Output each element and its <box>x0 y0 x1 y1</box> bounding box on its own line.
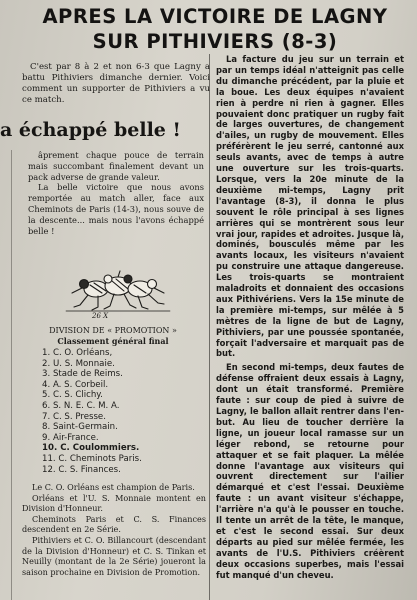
standings-rank: 8. <box>42 422 51 433</box>
column-rule-center <box>209 54 210 600</box>
intro-paragraph-2: La belle victoire que nous avons remportée au match aller, face aux Cheminots de Paris (14-3), nous souve de la descente... mais nous l'avons échappé belle ! <box>28 182 204 236</box>
standings-row <box>42 369 202 380</box>
standings-row <box>42 412 202 423</box>
standings-rank: 6. <box>42 400 51 411</box>
intro-text <box>28 150 204 236</box>
standings-header <box>38 325 188 347</box>
standings-row <box>42 454 202 465</box>
article-subhead: a échappé belle ! <box>0 119 181 141</box>
standings-row <box>42 380 202 391</box>
article-lede: C'est par 8 à 2 et non 6-3 que Lagny a battu Pithiviers dimanche dernier. Voici comment un supporter de Pithiviers a vu ce match. <box>22 62 210 105</box>
standings-row <box>42 422 202 433</box>
results-summary <box>22 482 206 577</box>
report-paragraph-2: En second mi-temps, deux fautes de défense offraient deux essais à Lagny, dont un était transformé. Première faute : sur coup de pied à suivre de Lagny, le ballon allait rentrer dans l'en-but. Au lieu de toucher derrière la ligne, un joueur local ramasse sur un léger rebond, se retourne pour attaquer et se fait plaquer. La mêlée donne l'avantage aux visiteurs qui ouvrent directement sur l'ailier démarqué et c'est l'essai. Deuxième faute : un avant visiteur s'échappe, l'arrière n'a qu'à le pousser en touche. Il tente un arrêt de la tête, le manque, et c'est le second essai. Sur deux départs au pied sur mêlée fermée, les avants de l'U.S. Pithiviers créèrent deux occasions superbes, mais l'essai fut manqué d'un cheveu. <box>216 362 404 580</box>
standings-rank: 10. <box>42 443 58 454</box>
standings-rank: 4. <box>42 379 51 390</box>
intro-paragraph-1: âprement chaque pouce de terrain mais succombant finalement devant un pack adverse de grande valeur. <box>28 150 204 182</box>
standings-row <box>42 443 202 454</box>
standings-row <box>42 348 202 359</box>
rugby-scrum-illustration <box>58 267 178 319</box>
report-paragraph-1: La facture du jeu sur un terrain et par un temps idéal n'atteignit pas celle du dimanche précédent, par la pluie et la boue. Les deux équipes n'avaient rien à perdre ni rien à gagner. Elles pouvaient donc pratiquer un rugby fait de larges ouvertures, de changement d'ailes, un rugby de mouvement. Elles préférèrent le jeu serré, cantonné aux seuls avants, avec de temps à autre une ouverture sur les trois-quarts. Lorsque, vers la 20e minute de la deuxième mi-temps, Lagny prit l'avantage (8-3), il donna le plus souvent le rôle principal à ses lignes arrières qui se montrèrent sous leur vrai jour, rapides et adroites. Jusque là, dominés, bousculés même par les avants locaux, les visiteurs n'avaient pu construire une attaque dangereuse. Les trois-quarts se montraient maladroits et donnaient des occasions aux Pithivériens. Vers la 15e minute de la première mi-temps, sur mêlée à 5 mètres de la ligne de but de Lagny, Pithiviers, par une poussée spontanée, forçait l'adversaire et marquait pas de but. <box>216 54 404 359</box>
standings-team: C. S. Presse. <box>52 411 106 422</box>
standings-rank: 2. <box>42 358 51 369</box>
match-report <box>216 54 404 584</box>
standings-team: C. Coulommiers. <box>60 443 140 454</box>
standings-rank: 1. <box>42 348 51 358</box>
summary-paragraph: Pithiviers et C. O. Billancourt (descendant de la Division d'Honneur) et C. S. Tinkan et Neuilly (montant de la 2e Série) joueront la saison prochaine en Division de Promotion. <box>22 534 206 577</box>
illustration-signature: 26 X <box>92 312 109 319</box>
standings-rank: 11. <box>42 453 56 464</box>
headline-line-2: SUR PITHIVIERS (8-3) <box>92 30 338 53</box>
summary-paragraph: Cheminots Paris et C. S. Finances descendent en 2e Série. <box>22 513 206 535</box>
headline-line-1: APRES LA VICTOIRE DE LAGNY <box>42 5 388 28</box>
standings-row <box>42 390 202 401</box>
standings-row <box>42 465 202 476</box>
standings-row <box>42 359 202 370</box>
standings-rank: 12. <box>42 464 56 475</box>
standings-rank: 5. <box>42 390 51 401</box>
standings-team: C. O. Orléans, <box>52 348 113 358</box>
article-headline <box>16 4 414 54</box>
standings-division: DIVISION DE « PROMOTION » <box>49 326 177 335</box>
standings-row <box>42 401 202 412</box>
standings-team: A. S. Corbeil. <box>52 379 109 390</box>
standings-list <box>42 348 202 475</box>
standings-team: U. S. Monnaie. <box>52 358 115 369</box>
column-rule-left <box>11 150 12 600</box>
standings-team: C. S. Finances. <box>58 464 121 475</box>
standings-team: Saint-Germain. <box>52 422 118 433</box>
standings-rank: 7. <box>42 411 51 422</box>
standings-team: Air-France. <box>52 432 99 443</box>
standings-rank: 9. <box>42 432 51 443</box>
standings-team: S. N. E. C. M. A. <box>52 400 120 411</box>
standings-caption: Classement général final <box>57 336 169 346</box>
summary-paragraph: Le C. O. Orléans est champion de Paris. <box>32 482 195 492</box>
standings-rank: 3. <box>42 369 51 380</box>
standings-team: C. S. Clichy. <box>52 390 103 401</box>
standings-row <box>42 433 202 444</box>
standings-team: Stade de Reims. <box>52 369 123 380</box>
summary-paragraph: Orléans et l'U. S. Monnaie montent en Division d'Honneur. <box>22 492 206 514</box>
standings-team: C. Cheminots Paris. <box>58 453 142 464</box>
